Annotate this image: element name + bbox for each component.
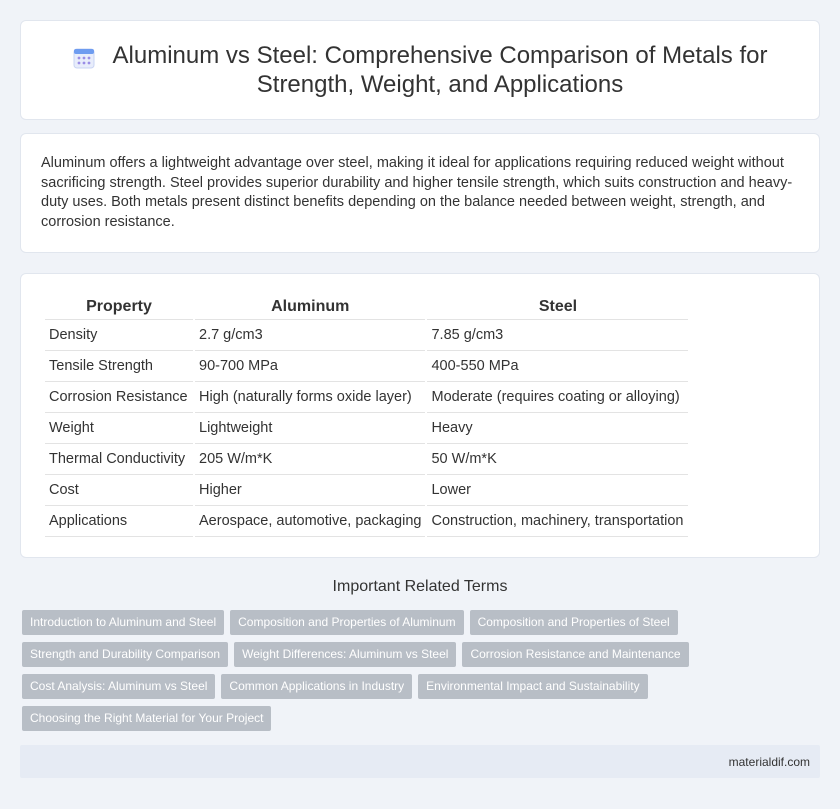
table-cell: Lightweight — [195, 413, 425, 444]
table-row — [45, 320, 688, 351]
table-row — [45, 413, 688, 444]
table-row — [45, 475, 688, 506]
table-cell: Corrosion Resistance — [45, 382, 193, 413]
title-card — [20, 20, 820, 120]
table-cell: Thermal Conductivity — [45, 444, 193, 475]
table-cell: High (naturally forms oxide layer) — [195, 382, 425, 413]
table-row — [45, 506, 688, 537]
related-term-tag[interactable]: Corrosion Resistance and Maintenance — [462, 642, 688, 667]
footer — [20, 745, 820, 778]
related-term-tag[interactable]: Common Applications in Industry — [221, 674, 412, 699]
table-row — [45, 444, 688, 475]
table-cell: Lower — [427, 475, 688, 506]
table-cell: 7.85 g/cm3 — [427, 320, 688, 351]
table-cell: 400-550 MPa — [427, 351, 688, 382]
related-term-tag[interactable]: Introduction to Aluminum and Steel — [22, 610, 224, 635]
table-cell: Higher — [195, 475, 425, 506]
comparison-card — [20, 273, 820, 558]
table-cell: Aerospace, automotive, packaging — [195, 506, 425, 537]
table-cell: Heavy — [427, 413, 688, 444]
table-cell: 205 W/m*K — [195, 444, 425, 475]
related-term-tag[interactable]: Cost Analysis: Aluminum vs Steel — [22, 674, 215, 699]
table-cell: Cost — [45, 475, 193, 506]
table-cell: Density — [45, 320, 193, 351]
related-term-tag[interactable]: Environmental Impact and Sustainability — [418, 674, 647, 699]
related-terms-list — [22, 610, 802, 731]
related-term-tag[interactable]: Weight Differences: Aluminum vs Steel — [234, 642, 456, 667]
table-cell: 2.7 g/cm3 — [195, 320, 425, 351]
related-terms-heading: Important Related Terms — [332, 578, 508, 595]
table-cell: Weight — [45, 413, 193, 444]
table-row — [45, 382, 688, 413]
table-cell: Applications — [45, 506, 193, 537]
column-header-property: Property — [45, 294, 193, 320]
table-cell: Construction, machinery, transportation — [427, 506, 688, 537]
table-cell: Moderate (requires coating or alloying) — [427, 382, 688, 413]
related-term-tag[interactable]: Composition and Properties of Aluminum — [230, 610, 463, 635]
page-title: Aluminum vs Steel: Comprehensive Comparison of Metals for Strength, Weight, and Applications — [112, 42, 768, 98]
table-cell: 50 W/m*K — [427, 444, 688, 475]
comparison-table — [43, 294, 690, 537]
related-term-tag[interactable]: Composition and Properties of Steel — [470, 610, 678, 635]
related-term-tag[interactable]: Choosing the Right Material for Your Project — [22, 706, 271, 731]
intro-card — [20, 133, 820, 253]
column-header-steel: Steel — [427, 294, 688, 320]
footer-site-link[interactable]: materialdif.com — [728, 754, 810, 769]
table-cell: Tensile Strength — [45, 351, 193, 382]
intro-paragraph: Aluminum offers a lightweight advantage over steel, making it ideal for applications requiring reduced weight without sacrificing strength. Steel provides superior durability and higher tensile strength, which suits construction and heavy-duty uses. Both metals present distinct benefits depending on the balance needed between weight, strength, and corrosion resistance. — [41, 155, 793, 230]
related-term-tag[interactable]: Strength and Durability Comparison — [22, 642, 228, 667]
table-row — [45, 351, 688, 382]
column-header-aluminum: Aluminum — [195, 294, 425, 320]
table-cell: 90-700 MPa — [195, 351, 425, 382]
table-header-row — [45, 294, 688, 320]
